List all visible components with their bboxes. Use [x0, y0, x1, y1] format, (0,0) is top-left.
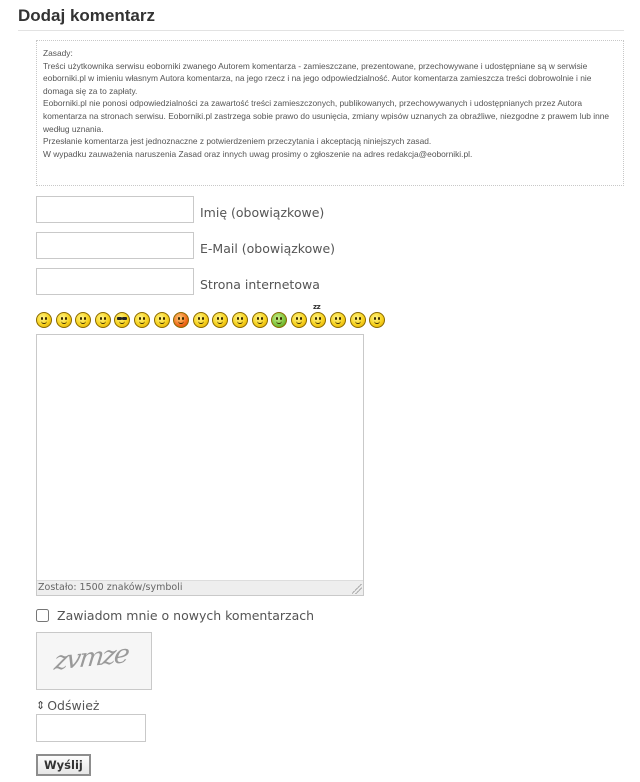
- notify-label: Zawiadom mnie o nowych komentarzach: [57, 607, 315, 623]
- title-divider: [18, 30, 624, 31]
- confused-smiley-icon[interactable]: [193, 312, 209, 328]
- sick-smiley-icon[interactable]: [271, 312, 287, 328]
- email-input[interactable]: [36, 232, 194, 259]
- rules-box: [36, 40, 624, 186]
- surprised-smiley-icon[interactable]: [291, 312, 307, 328]
- smiley-bar: [36, 304, 396, 334]
- char-counter: Zostało: 1500 znaków/symboli: [37, 580, 363, 595]
- comment-textarea[interactable]: [37, 335, 363, 580]
- captcha-input[interactable]: [36, 714, 146, 742]
- silly-smiley-icon[interactable]: [330, 312, 346, 328]
- notify-checkbox[interactable]: [36, 609, 49, 622]
- refresh-label: Odśwież: [47, 697, 100, 713]
- captcha-text: zvmze: [52, 639, 130, 677]
- name-label: Imię (obowiązkowe): [200, 205, 325, 220]
- website-input[interactable]: [36, 268, 194, 295]
- angry-smiley-icon[interactable]: [173, 312, 189, 328]
- eyeroll-smiley-icon[interactable]: [369, 312, 385, 328]
- sleepy-smiley-icon[interactable]: [310, 312, 326, 328]
- dizzy-smiley-icon[interactable]: [252, 312, 268, 328]
- website-label: Strona internetowa: [200, 277, 320, 292]
- email-label: E-Mail (obowiązkowe): [200, 241, 336, 256]
- smug-smiley-icon[interactable]: [350, 312, 366, 328]
- name-input[interactable]: [36, 196, 194, 223]
- rules-line: Eoborniki.pl nie ponosi odpowiedzialności za zawartość treści zamieszczonych, publikowanych, przechowywanych i udostępnianych przez Autora komentarza na stronach serwisu. Eoborniki.pl zastrzega sobie prawo do usunięcia, zmiany wpisów uznanych za obraźliwe, niezgodne z prawem lub inne według uznania.: [43, 98, 610, 134]
- notify-option[interactable]: [36, 606, 314, 624]
- rules-line: Przesłanie komentarza jest jednoznaczne z potwierdzeniem przeczytania i akceptacją niniejszych zasad.: [43, 136, 432, 147]
- grin-smiley-icon[interactable]: [56, 312, 72, 328]
- rules-line: W wypadku zauważenia naruszenia Zasad oraz innych uwag prosimy o zgłoszenie na adres redakcja@eoborniki.pl.: [43, 148, 473, 159]
- laughing-smiley-icon[interactable]: [36, 312, 52, 328]
- refresh-icon: ⇕: [36, 698, 46, 712]
- smile-smiley-icon[interactable]: [75, 312, 91, 328]
- captcha-image: [36, 632, 152, 690]
- tongue-smiley-icon[interactable]: [154, 312, 170, 328]
- captcha-refresh-link[interactable]: [36, 696, 99, 714]
- submit-button[interactable]: Wyślij: [36, 754, 91, 776]
- page-title: Dodaj komentarz: [18, 6, 155, 25]
- cool-smiley-icon[interactable]: [114, 312, 130, 328]
- wink-smiley-icon[interactable]: [95, 312, 111, 328]
- neutral-smiley-icon[interactable]: [134, 312, 150, 328]
- rules-line: Zasady:: [43, 48, 73, 58]
- comment-box: [36, 334, 364, 596]
- sleepy-zz-icon: zz: [313, 303, 321, 311]
- sad-smiley-icon[interactable]: [232, 312, 248, 328]
- shocked-smiley-icon[interactable]: [212, 312, 228, 328]
- resize-grip-icon[interactable]: [352, 584, 362, 594]
- rules-line: Treści użytkownika serwisu eoborniki zwanego Autorem komentarza - zamieszczane, prezentowane, przechowywane i udostępniane są w serwisie eoborniki.pl w imieniu własnym Autora komentarza, na jego rzecz i na jego odpowiedzialność. Autor komentarza zamieszcza treści dobrowolnie i nie domaga się za to zapłaty.: [43, 60, 592, 96]
